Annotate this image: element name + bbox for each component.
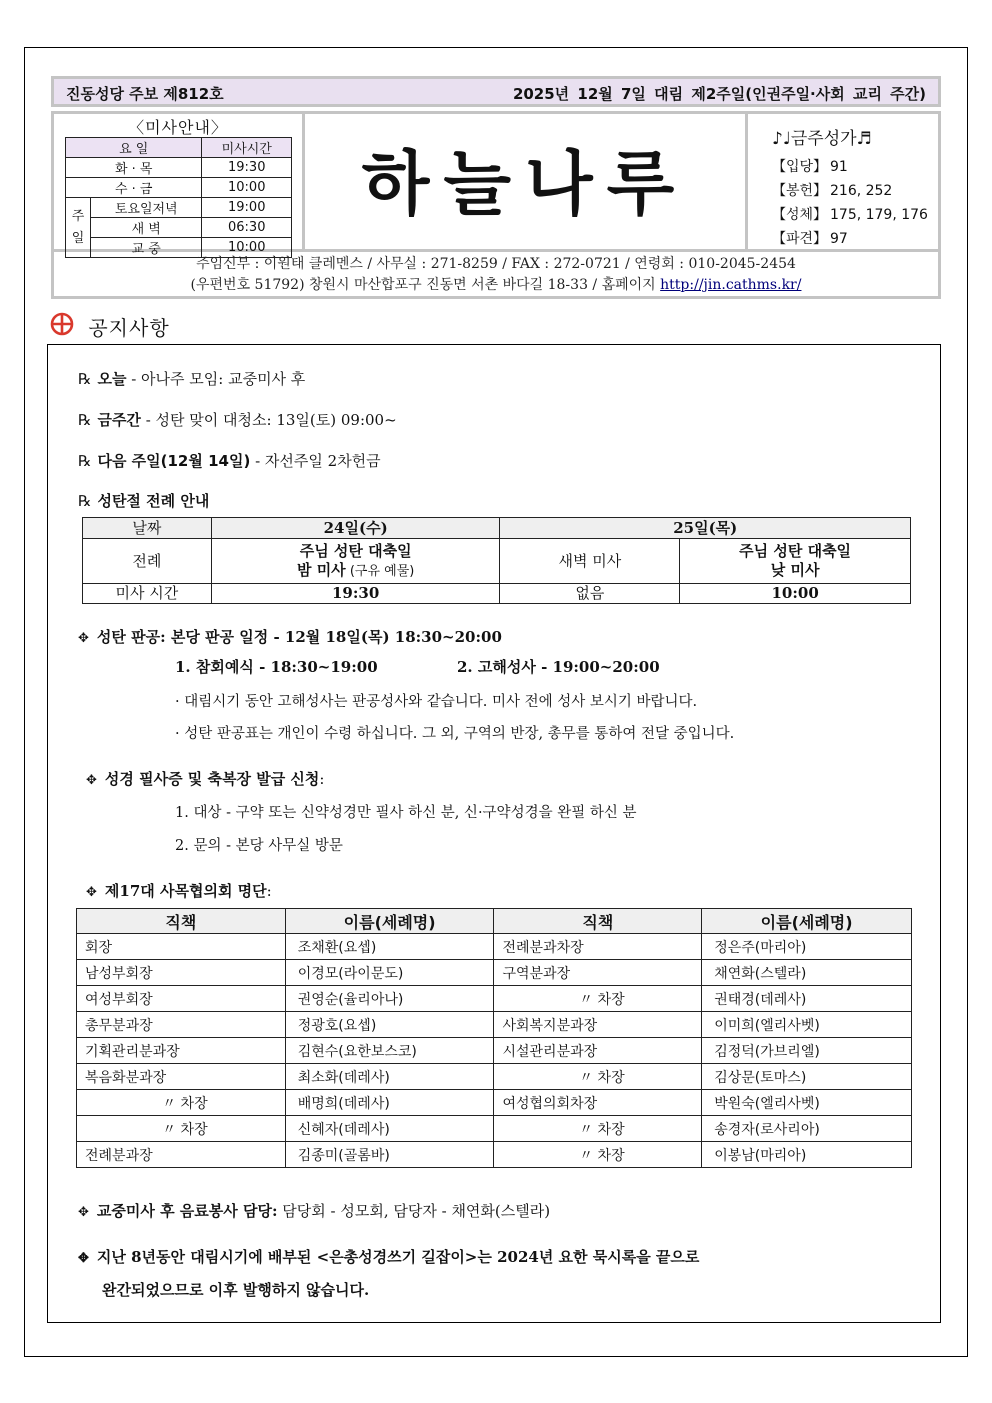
- table-row: [77, 986, 912, 1012]
- notice-council: [86, 880, 272, 901]
- name-cell: 박원숙(엘리사벳): [702, 1090, 912, 1116]
- confession-note-2: · 성탄 판공표는 개인이 수령 하십니다. 그 외, 구역의 반장, 총무를 통하여 전달 중입니다.: [175, 726, 735, 742]
- name-cell: 송경자(로사리아): [702, 1116, 912, 1142]
- time-cell: 10:00: [680, 584, 911, 604]
- table-row: [66, 198, 292, 218]
- notice-text: - 자선주일 2차헌금: [250, 452, 381, 470]
- council-table: [76, 908, 912, 1168]
- title-area: [305, 114, 745, 249]
- chi-rho-icon: ℞: [78, 370, 92, 388]
- day-cell: 새 벽: [91, 218, 202, 238]
- name-cell: 조채환(요셉): [285, 934, 494, 960]
- hymn-recessional: [772, 227, 941, 251]
- confession-note-1: · 대림시기 동안 고해성사는 판공성사와 같습니다. 미사 전에 성사 보시기 바랍니다.: [175, 694, 698, 710]
- notice-head: 성탄절 전례 안내: [97, 492, 210, 510]
- notice-next-sunday: [78, 450, 381, 471]
- day-mass-title: 주님 성탄 대축일: [739, 542, 852, 560]
- dawn-mass-cell: 새벽 미사: [500, 539, 680, 584]
- row-label: 전례: [83, 539, 212, 584]
- time-cell: 없음: [500, 584, 680, 604]
- hymns-caption: ♪♩금주성가♬: [772, 129, 872, 149]
- hymn-value: 97: [830, 231, 848, 247]
- role-cell: 〃 차장: [494, 1142, 702, 1168]
- col-time: 미사시간: [202, 138, 292, 158]
- name-cell: 최소화(데레사): [285, 1064, 494, 1090]
- diamond-bullet-icon: ✥: [86, 773, 97, 788]
- table-row: [77, 1064, 912, 1090]
- day-cell: 화 · 목: [66, 158, 202, 178]
- notice-head: 금주간: [97, 411, 141, 429]
- name-cell: 김상문(토마스): [702, 1064, 912, 1090]
- time-cell: 19:30: [211, 584, 500, 604]
- hymn-value: 216, 252: [830, 183, 893, 199]
- name-cell: 김현수(요한보스코): [285, 1038, 494, 1064]
- header-cell: 직책: [494, 909, 702, 934]
- table-row: [66, 218, 292, 238]
- role-cell: 회장: [77, 934, 286, 960]
- diamond-bullet-icon: ✥: [86, 885, 97, 900]
- table-row: [77, 1116, 912, 1142]
- contact-line-2: [54, 275, 938, 296]
- mass-schedule-table: [65, 137, 292, 258]
- notice-final: [78, 1246, 699, 1267]
- name-cell: 이미희(엘리사벳): [702, 1012, 912, 1038]
- diamond-bullet-icon: ✥: [78, 1205, 89, 1220]
- chi-rho-icon: ℞: [78, 411, 92, 429]
- table-row: [83, 518, 911, 539]
- mass-guide: [54, 114, 305, 257]
- bulletin-title: 하늘나루: [361, 143, 689, 225]
- header-cell: 이름(세례명): [285, 909, 494, 934]
- christmas-liturgy-table: [82, 517, 911, 604]
- notice-bible-certificate: [86, 768, 324, 789]
- role-cell: 전례분과차장: [494, 934, 702, 960]
- table-row: [77, 960, 912, 986]
- sunday-label-text: 주 일: [71, 208, 85, 246]
- notice-head: 다음 주일(12월 14일): [97, 452, 251, 470]
- notice-head: 제17대 사목협의회 명단: [104, 882, 267, 900]
- name-cell: 김정덕(가브리엘): [702, 1038, 912, 1064]
- confession-sub-1: 1. 참회예식 - 18:30~19:00: [175, 658, 378, 676]
- col-day: 요 일: [66, 138, 202, 158]
- notice-today: [78, 368, 305, 389]
- table-row: [83, 584, 911, 604]
- time-cell: 19:30: [202, 158, 292, 178]
- role-cell: 구역분과장: [494, 960, 702, 986]
- name-cell: 이경모(라이문도): [285, 960, 494, 986]
- notices-heading: [50, 312, 170, 340]
- name-cell: 채연화(스텔라): [702, 960, 912, 986]
- name-cell: 김종미(골롬바): [285, 1142, 494, 1168]
- night-mass-label: 밤 미사: [296, 560, 346, 579]
- role-cell: 복음화분과장: [77, 1064, 286, 1090]
- notice-final-line-1: 지난 8년동안 대림시기에 배부된 <은총성경쓰기 길잡이>는 2024년 요한 묵시록을 끝으로: [96, 1248, 700, 1266]
- header-cell: 25일(목): [500, 518, 911, 539]
- header-cell: 24일(수): [211, 518, 500, 539]
- role-cell: 기획관리분과장: [77, 1038, 286, 1064]
- notice-final-line-2: 완간되었으므로 이후 발행하지 않습니다.: [102, 1281, 370, 1299]
- contact-info: [51, 252, 941, 299]
- chi-rho-icon: ℞: [78, 452, 92, 470]
- hymn-label: 【봉헌】: [772, 183, 828, 199]
- notice-head: 오늘: [97, 370, 127, 388]
- name-cell: 정광호(요셉): [285, 1012, 494, 1038]
- table-header-row: [77, 909, 912, 934]
- table-row: [77, 934, 912, 960]
- notice-text: 담당회 - 성모회, 담당자 - 채연화(스텔라): [277, 1202, 551, 1220]
- table-row: [77, 1142, 912, 1168]
- role-cell: 〃 차장: [77, 1116, 286, 1142]
- name-cell: 권태경(데레사): [702, 986, 912, 1012]
- hymn-offertory: [772, 179, 941, 203]
- time-cell: 10:00: [202, 178, 292, 198]
- bible-sub-2: 2. 문의 - 본당 사무실 방문: [175, 838, 343, 854]
- sunday-label: [66, 198, 91, 258]
- table-row: [66, 158, 292, 178]
- time-cell: 10:00: [202, 238, 292, 258]
- hymn-label: 【입당】: [772, 159, 828, 175]
- header-cell: 날짜: [83, 518, 212, 539]
- time-cell: 19:00: [202, 198, 292, 218]
- night-mass-title: 주님 성탄 대축일: [299, 541, 412, 560]
- contact-line-1: 주임신부 : 이원태 클레멘스 / 사무실 : 271-8259 / FAX : 272-0721 / 연령회 : 010-2045-2454: [196, 256, 796, 272]
- day-mass-cell: [680, 539, 911, 584]
- notice-confession: [78, 626, 502, 647]
- day-cell: 교 중: [91, 238, 202, 258]
- table-row: [77, 1090, 912, 1116]
- role-cell: 여성부회장: [77, 986, 286, 1012]
- night-mass-note: (구유 예물): [345, 563, 415, 579]
- colon: :: [266, 882, 272, 900]
- row-label: 미사 시간: [83, 584, 212, 604]
- address-text: (우편번호 51792) 창원시 마산합포구 진동면 서촌 바다길 18-33 / 홈페이지: [190, 277, 656, 293]
- notice-christmas-liturgy: [78, 490, 209, 511]
- mass-guide-caption: 〈미사안내〉: [128, 118, 228, 137]
- role-cell: 여성협의회차장: [494, 1090, 702, 1116]
- time-cell: 06:30: [202, 218, 292, 238]
- table-row: [83, 539, 911, 584]
- hymns: [745, 114, 941, 249]
- night-mass-cell: [211, 539, 500, 584]
- notice-text: - 아나주 모임: 교중미사 후: [126, 370, 306, 388]
- hymn-value: 91: [830, 159, 848, 175]
- notices-title: 공지사항: [88, 316, 170, 340]
- name-cell: 배명희(데레사): [285, 1090, 494, 1116]
- chi-rho-icon: ℞: [78, 492, 92, 510]
- hymn-entrance: [772, 155, 941, 179]
- hymn-value: 175, 179, 176: [830, 207, 928, 223]
- role-cell: 〃 차장: [494, 986, 702, 1012]
- notice-this-week: [78, 409, 397, 430]
- name-cell: 이봉남(마리아): [702, 1142, 912, 1168]
- table-row: [77, 1038, 912, 1064]
- table-row: [66, 178, 292, 198]
- homepage-link[interactable]: http://jin.cathms.kr/: [660, 277, 802, 293]
- header-cell: 직책: [77, 909, 286, 934]
- bulletin-header: [51, 76, 941, 107]
- masthead: [51, 111, 941, 257]
- role-cell: 남성부회장: [77, 960, 286, 986]
- diamond-bullet-icon: ✥: [78, 1251, 89, 1266]
- colon: :: [319, 770, 325, 788]
- role-cell: 사회복지분과장: [494, 1012, 702, 1038]
- diamond-bullet-icon: ✥: [78, 631, 89, 646]
- confession-sub-2: 2. 고해성사 - 19:00~20:00: [457, 658, 660, 676]
- role-cell: 〃 차장: [494, 1116, 702, 1142]
- role-cell: 전례분과장: [77, 1142, 286, 1168]
- name-cell: 정은주(마리아): [702, 934, 912, 960]
- hymn-label: 【성체】: [772, 207, 828, 223]
- day-mass-label: 낮 미사: [770, 561, 820, 579]
- notice-head: 성탄 판공: 본당 판공 일정 - 12월 18일(목) 18:30~20:00: [96, 628, 502, 646]
- name-cell: 권영순(율리아나): [285, 986, 494, 1012]
- role-cell: 총무분과장: [77, 1012, 286, 1038]
- bulletin-number: 진동성당 주보 제812호: [66, 85, 224, 103]
- role-cell: 〃 차장: [494, 1064, 702, 1090]
- day-cell: 토요일저녁: [91, 198, 202, 218]
- hymn-communion: [772, 203, 941, 227]
- table-row: [77, 1012, 912, 1038]
- header-cell: 이름(세례명): [702, 909, 912, 934]
- notice-text: - 성탄 맞이 대청소: 13일(토) 09:00~: [140, 411, 397, 429]
- hymn-label: 【파견】: [772, 231, 828, 247]
- bulletin-date: 2025년 12월 7일 대림 제2주일(인권주일·사회 교리 주간): [512, 85, 926, 103]
- notice-head: 교중미사 후 음료봉사 담당:: [96, 1202, 278, 1220]
- role-cell: 〃 차장: [77, 1090, 286, 1116]
- notice-head: 성경 필사증 및 축복장 발급 신청: [104, 770, 320, 788]
- day-cell: 수 · 금: [66, 178, 202, 198]
- notice-drinks-service: [78, 1200, 550, 1221]
- role-cell: 시설관리분과장: [494, 1038, 702, 1064]
- bible-sub-1: 1. 대상 - 구약 또는 신약성경만 필사 하신 분, 신·구약성경을 완필 하신 분: [175, 805, 637, 821]
- cross-circle-icon: [50, 312, 74, 341]
- name-cell: 신혜자(데레사): [285, 1116, 494, 1142]
